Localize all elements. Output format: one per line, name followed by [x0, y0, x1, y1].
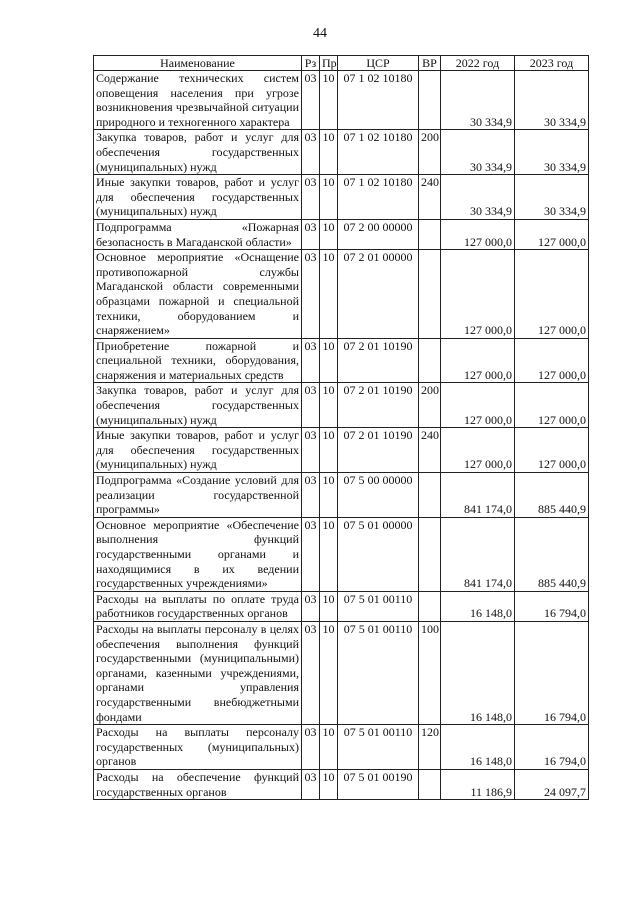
row-pr: 10	[320, 725, 338, 770]
row-amount-2023: 30 334,9	[515, 175, 589, 220]
row-csr: 07 1 02 10180	[338, 130, 419, 175]
row-amount-2023: 885 440,9	[515, 473, 589, 518]
row-amount-2022: 16 148,0	[441, 621, 515, 724]
row-pr: 10	[320, 175, 338, 220]
row-name: Иные закупки товаров, работ и услуг для обеспечения государственных (муниципальных) нужд	[94, 175, 302, 220]
row-pr: 10	[320, 250, 338, 339]
row-rz: 03	[302, 338, 320, 383]
row-rz: 03	[302, 473, 320, 518]
table-row	[94, 175, 589, 220]
row-amount-2022: 30 334,9	[441, 130, 515, 175]
header-csr: ЦСР	[338, 56, 419, 71]
row-amount-2023: 16 794,0	[515, 591, 589, 621]
table-row	[94, 71, 589, 130]
row-amount-2022: 30 334,9	[441, 71, 515, 130]
row-rz: 03	[302, 175, 320, 220]
row-pr: 10	[320, 621, 338, 724]
row-rz: 03	[302, 621, 320, 724]
row-amount-2022: 127 000,0	[441, 428, 515, 473]
table-row	[94, 250, 589, 339]
row-rz: 03	[302, 428, 320, 473]
row-rz: 03	[302, 250, 320, 339]
row-vr: 200	[419, 383, 441, 428]
row-rz: 03	[302, 591, 320, 621]
page-number: 44	[313, 26, 327, 41]
row-vr	[419, 338, 441, 383]
row-name: Содержание технических систем оповещения населения при угрозе возникновения чрезвычайной ситуации природного и техногенного характера	[94, 71, 302, 130]
row-name: Приобретение пожарной и специальной техники, оборудования, снаряжения и материальных средств	[94, 338, 302, 383]
table-row	[94, 591, 589, 621]
header-2022: 2022 год	[441, 56, 515, 71]
row-vr: 240	[419, 175, 441, 220]
row-vr: 200	[419, 130, 441, 175]
table-header-row	[94, 56, 589, 71]
row-name: Основное мероприятие «Оснащение противопожарной службы Магаданской области современными образцами пожарной и специальной техники, оборудованием и снаряжением»	[94, 250, 302, 339]
row-pr: 10	[320, 428, 338, 473]
row-rz: 03	[302, 769, 320, 799]
row-csr: 07 5 01 00110	[338, 591, 419, 621]
row-pr: 10	[320, 338, 338, 383]
row-amount-2022: 841 174,0	[441, 517, 515, 591]
row-amount-2023: 30 334,9	[515, 71, 589, 130]
budget-table	[93, 55, 589, 800]
row-rz: 03	[302, 130, 320, 175]
row-amount-2023: 127 000,0	[515, 383, 589, 428]
row-vr: 120	[419, 725, 441, 770]
row-csr: 07 1 02 10180	[338, 175, 419, 220]
row-csr: 07 5 01 00190	[338, 769, 419, 799]
row-amount-2022: 841 174,0	[441, 473, 515, 518]
row-name: Основное мероприятие «Обеспечение выполнения функций государственными органами и находящимися в их ведении государственных учреждениями»	[94, 517, 302, 591]
row-pr: 10	[320, 383, 338, 428]
row-amount-2023: 30 334,9	[515, 130, 589, 175]
row-amount-2022: 16 148,0	[441, 725, 515, 770]
table-row	[94, 383, 589, 428]
row-name: Закупка товаров, работ и услуг для обеспечения государственных (муниципальных) нужд	[94, 130, 302, 175]
row-vr	[419, 769, 441, 799]
header-pr: Пр	[320, 56, 338, 71]
table-row	[94, 725, 589, 770]
row-amount-2023: 127 000,0	[515, 219, 589, 249]
row-vr	[419, 71, 441, 130]
row-csr: 07 2 01 10190	[338, 428, 419, 473]
row-pr: 10	[320, 517, 338, 591]
row-pr: 10	[320, 219, 338, 249]
row-amount-2023: 127 000,0	[515, 250, 589, 339]
row-csr: 07 5 00 00000	[338, 473, 419, 518]
row-pr: 10	[320, 591, 338, 621]
row-vr	[419, 250, 441, 339]
row-name: Расходы на выплаты персоналу государственных (муниципальных) органов	[94, 725, 302, 770]
row-name: Иные закупки товаров, работ и услуг для обеспечения государственных (муниципальных) нужд	[94, 428, 302, 473]
row-rz: 03	[302, 71, 320, 130]
row-pr: 10	[320, 130, 338, 175]
row-vr	[419, 219, 441, 249]
row-csr: 07 5 01 00110	[338, 621, 419, 724]
row-rz: 03	[302, 383, 320, 428]
header-vr: ВР	[419, 56, 441, 71]
row-vr	[419, 591, 441, 621]
row-amount-2022: 30 334,9	[441, 175, 515, 220]
table-row	[94, 338, 589, 383]
row-amount-2023: 885 440,9	[515, 517, 589, 591]
table-row	[94, 428, 589, 473]
table-row	[94, 473, 589, 518]
table-row	[94, 621, 589, 724]
row-rz: 03	[302, 725, 320, 770]
header-rz: Рз	[302, 56, 320, 71]
row-amount-2022: 127 000,0	[441, 219, 515, 249]
row-amount-2022: 16 148,0	[441, 591, 515, 621]
row-amount-2023: 24 097,7	[515, 769, 589, 799]
row-csr: 07 5 01 00000	[338, 517, 419, 591]
row-amount-2022: 127 000,0	[441, 383, 515, 428]
row-name: Расходы на выплаты по оплате труда работников государственных органов	[94, 591, 302, 621]
row-csr: 07 2 01 10190	[338, 338, 419, 383]
row-csr: 07 1 02 10180	[338, 71, 419, 130]
table-row	[94, 219, 589, 249]
row-rz: 03	[302, 219, 320, 249]
row-amount-2023: 127 000,0	[515, 428, 589, 473]
row-pr: 10	[320, 71, 338, 130]
table-row	[94, 517, 589, 591]
row-amount-2023: 16 794,0	[515, 621, 589, 724]
row-vr: 240	[419, 428, 441, 473]
row-amount-2022: 11 186,9	[441, 769, 515, 799]
row-amount-2022: 127 000,0	[441, 250, 515, 339]
row-csr: 07 2 01 00000	[338, 250, 419, 339]
row-pr: 10	[320, 473, 338, 518]
table-row	[94, 769, 589, 799]
row-name: Подпрограмма «Пожарная безопасность в Магаданской области»	[94, 219, 302, 249]
row-csr: 07 5 01 00110	[338, 725, 419, 770]
row-vr: 100	[419, 621, 441, 724]
header-2023: 2023 год	[515, 56, 589, 71]
row-amount-2023: 127 000,0	[515, 338, 589, 383]
row-vr	[419, 517, 441, 591]
row-name: Закупка товаров, работ и услуг для обеспечения государственных (муниципальных) нужд	[94, 383, 302, 428]
row-vr	[419, 473, 441, 518]
row-pr: 10	[320, 769, 338, 799]
row-amount-2022: 127 000,0	[441, 338, 515, 383]
header-name: Наименование	[94, 56, 302, 71]
row-csr: 07 2 01 10190	[338, 383, 419, 428]
row-name: Расходы на выплаты персоналу в целях обеспечения выполнения функций государственными (муниципальными) органами, казенными учреждениями, органами управления государственными внебюджетными фондами	[94, 621, 302, 724]
row-name: Расходы на обеспечение функций государственных органов	[94, 769, 302, 799]
table-row	[94, 130, 589, 175]
row-rz: 03	[302, 517, 320, 591]
row-csr: 07 2 00 00000	[338, 219, 419, 249]
row-amount-2023: 16 794,0	[515, 725, 589, 770]
row-name: Подпрограмма «Создание условий для реализации государственной программы»	[94, 473, 302, 518]
